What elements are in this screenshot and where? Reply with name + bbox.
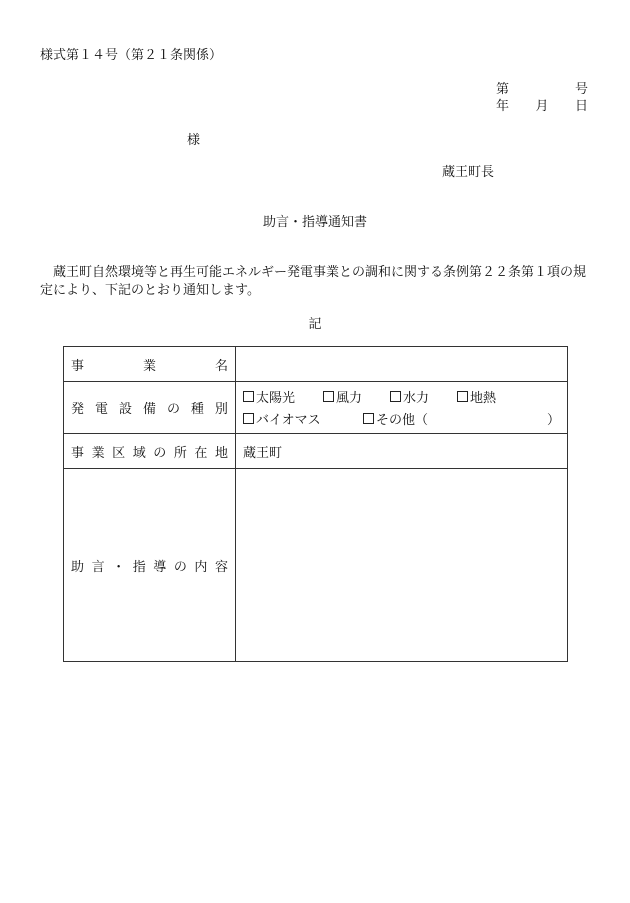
checkbox-icon[interactable] (390, 391, 401, 402)
label-char: 設 (118, 402, 132, 417)
option-hydro[interactable]: 水力 (390, 387, 457, 406)
label-char: 業 (142, 358, 156, 374)
value-project-name[interactable] (236, 347, 568, 382)
label-char: 在 (194, 445, 208, 461)
label-char: 別 (214, 402, 228, 417)
label-char: の (153, 445, 167, 461)
checkbox-icon[interactable] (323, 391, 334, 402)
form-number: 様式第１４号（第２１条関係） (40, 48, 223, 63)
label-char: 事 (71, 445, 85, 461)
body-paragraph: 蔵王町自然環境等と再生可能エネルギー発電事業との調和に関する条例第２２条第１項の規定により、下記のとおり通知します。 (40, 265, 587, 298)
value-equipment-type (236, 382, 568, 434)
doc-no-suffix: 号 (574, 82, 588, 97)
detail-table (63, 346, 568, 662)
label-char: の (173, 559, 187, 575)
close-paren: ） (546, 413, 560, 428)
option-other[interactable]: その他（ (363, 409, 428, 428)
label-char: 地 (214, 445, 228, 461)
label-project-name (64, 347, 236, 382)
label-char: ・ (112, 559, 126, 575)
option-biomass[interactable]: バイオマス (243, 409, 363, 428)
option-geothermal[interactable]: 地熱 (457, 387, 496, 406)
checkbox-icon[interactable] (243, 391, 254, 402)
checkbox-icon[interactable] (243, 413, 254, 424)
label-char: 備 (142, 402, 156, 417)
option-solar[interactable]: 太陽光 (243, 387, 323, 406)
label-char: 内 (194, 559, 208, 575)
issuer: 蔵王町長 (442, 165, 495, 180)
label-advice-content (64, 469, 236, 662)
label-char: 事 (71, 358, 85, 374)
label-char: 種 (190, 402, 204, 417)
checkbox-icon[interactable] (363, 413, 374, 424)
label-char: 業 (91, 445, 105, 461)
label-char: 電 (94, 402, 108, 417)
document-title: 助言・指導通知書 (262, 215, 367, 230)
row-location (64, 434, 568, 469)
label-location (64, 434, 236, 469)
options-line-1 (243, 386, 560, 408)
date-line (496, 99, 588, 115)
value-location[interactable]: 蔵王町 (236, 434, 568, 469)
year-label: 年 (496, 99, 510, 114)
label-equipment-type (64, 382, 236, 434)
addressee: 様 (187, 133, 201, 148)
ki-heading: 記 (308, 317, 322, 332)
value-advice-content[interactable] (236, 469, 568, 662)
label-char: 助 (71, 559, 85, 575)
label-char: 発 (71, 402, 85, 417)
row-equipment-type (64, 382, 568, 434)
row-advice-content (64, 469, 568, 662)
doc-no-prefix: 第 (496, 82, 510, 97)
day-label: 日 (574, 99, 588, 114)
label-char: 所 (173, 445, 187, 461)
label-char: 名 (214, 358, 228, 374)
option-wind[interactable]: 風力 (323, 387, 390, 406)
label-char: 容 (214, 559, 228, 575)
label-char: 導 (153, 559, 167, 575)
month-label: 月 (535, 99, 549, 114)
options-line-2 (243, 408, 560, 430)
label-char: 指 (132, 559, 146, 575)
label-char: 域 (132, 445, 146, 461)
label-char: 区 (112, 445, 126, 461)
label-char: 言 (91, 559, 105, 575)
checkbox-icon[interactable] (457, 391, 468, 402)
label-char: の (166, 402, 180, 417)
document-number-line (496, 82, 588, 98)
row-project-name (64, 347, 568, 382)
